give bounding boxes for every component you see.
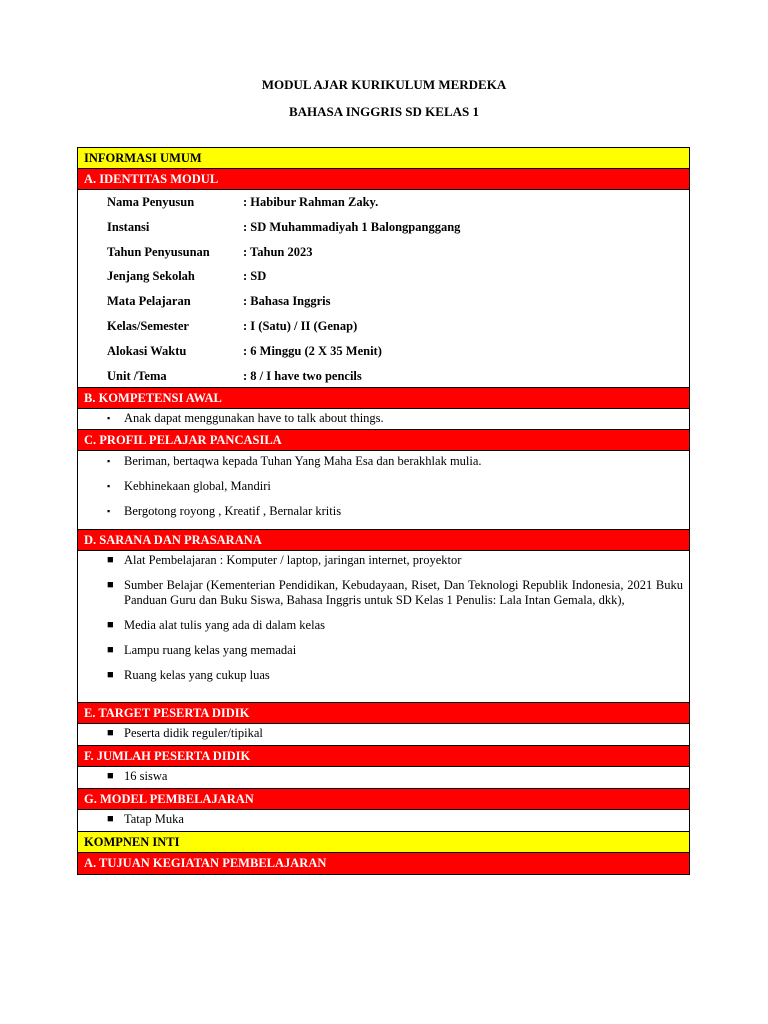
identity-label: Unit /Tema [107, 368, 167, 383]
identitas-modul-header: A. IDENTITAS MODUL [78, 169, 689, 190]
bullet-icon: ■ [107, 727, 114, 739]
komponen-inti-header: KOMPNEN INTI [78, 832, 689, 853]
identity-value: : SD Muhammadiyah 1 Balongpanggang [243, 219, 461, 234]
jumlah-peserta-content [78, 767, 689, 789]
jumlah-peserta-header: F. JUMLAH PESERTA DIDIK [78, 746, 689, 767]
identity-row [78, 289, 689, 314]
identitas-modul-content [78, 190, 689, 388]
identity-value: : 8 / I have two pencils [243, 368, 362, 383]
bullet-icon: ■ [107, 619, 114, 631]
target-peserta-content [78, 724, 689, 746]
identity-row [78, 314, 689, 339]
identity-label: Instansi [107, 219, 150, 234]
list-item: ■ Ruang kelas yang cukup luas [107, 668, 270, 682]
tujuan-kegiatan-header: A. TUJUAN KEGIATAN PEMBELAJARAN [78, 853, 689, 874]
list-item: ▪ Anak dapat menggunakan have to talk about things. [107, 411, 384, 425]
bullet-icon: ▪ [107, 506, 111, 516]
informasi-umum-header: INFORMASI UMUM [78, 148, 689, 169]
kompetensi-awal-content [78, 409, 689, 430]
list-item: ■ Media alat tulis yang ada di dalam kelas [107, 618, 325, 632]
list-item: ▪ Bergotong royong , Kreatif , Bernalar kritis [107, 504, 342, 518]
document-subtitle: BAHASA INGGRIS SD KELAS 1 [289, 104, 479, 119]
list-item: ■ Lampu ruang kelas yang memadai [107, 643, 297, 657]
identity-label: Kelas/Semester [107, 318, 189, 333]
identity-value: : I (Satu) / II (Genap) [243, 318, 358, 333]
bullet-icon: ■ [107, 669, 114, 681]
bullet-icon: ■ [107, 579, 114, 591]
identity-label: Tahun Penyusunan [107, 244, 210, 259]
identity-value: : SD [243, 269, 267, 284]
identity-label: Alokasi Waktu [107, 343, 187, 358]
list-item: ■ Tatap Muka [107, 812, 184, 826]
identity-row [78, 364, 689, 389]
sarana-prasarana-header: D. SARANA DAN PRASARANA [78, 530, 689, 551]
list-item: ■ Sumber Belajar (Kementerian Pendidikan, Kebudayaan, Riset, Dan Teknologi Republik Indonesia, 2021 Buku Panduan Guru dan Buku Siswa, Bahasa Inggris untuk SD Kelas 1 Penulis: Lala Intan Gemala, dkk), [107, 578, 683, 607]
model-pembelajaran-content [78, 810, 689, 832]
kompetensi-awal-header: B. KOMPETENSI AWAL [78, 388, 689, 409]
target-peserta-header: E. TARGET PESERTA DIDIK [78, 703, 689, 724]
identity-row [78, 240, 689, 265]
profil-pelajar-content [78, 451, 689, 530]
profil-pelajar-header: C. PROFIL PELAJAR PANCASILA [78, 430, 689, 451]
identity-label: Jenjang Sekolah [107, 269, 195, 284]
bullet-icon: ■ [107, 644, 114, 656]
list-item: ■ 16 siswa [107, 769, 168, 783]
bullet-icon: ■ [107, 813, 114, 825]
list-item: ■ Alat Pembelajaran : Komputer / laptop, jaringan internet, proyektor [107, 553, 462, 567]
identity-row [78, 190, 689, 215]
bullet-icon: ■ [107, 554, 114, 566]
module-table [77, 147, 690, 875]
identity-row [78, 339, 689, 364]
identity-label: Nama Penyusun [107, 195, 195, 209]
bullet-icon: ■ [107, 770, 114, 782]
identity-row [78, 264, 689, 289]
bullet-icon: ▪ [107, 413, 111, 423]
list-item: ▪ Beriman, bertaqwa kepada Tuhan Yang Maha Esa dan berakhlak mulia. [107, 454, 482, 468]
identity-row [78, 215, 689, 240]
bullet-icon: ▪ [107, 456, 111, 466]
sarana-prasarana-content [78, 551, 689, 703]
identity-value: : Tahun 2023 [243, 244, 313, 259]
identity-value: : Bahasa Inggris [243, 294, 331, 309]
list-item: ■ Peserta didik reguler/tipikal [107, 726, 263, 740]
model-pembelajaran-header: G. MODEL PEMBELAJARAN [78, 789, 689, 810]
list-item: ▪ Kebhinekaan global, Mandiri [107, 479, 271, 493]
identity-value: : 6 Minggu (2 X 35 Menit) [243, 343, 382, 358]
document-title: MODUL AJAR KURIKULUM MERDEKA [261, 77, 507, 92]
identity-label: Mata Pelajaran [107, 294, 191, 309]
bullet-icon: ▪ [107, 481, 111, 491]
identity-value: : Habibur Rahman Zaky. [243, 195, 379, 209]
